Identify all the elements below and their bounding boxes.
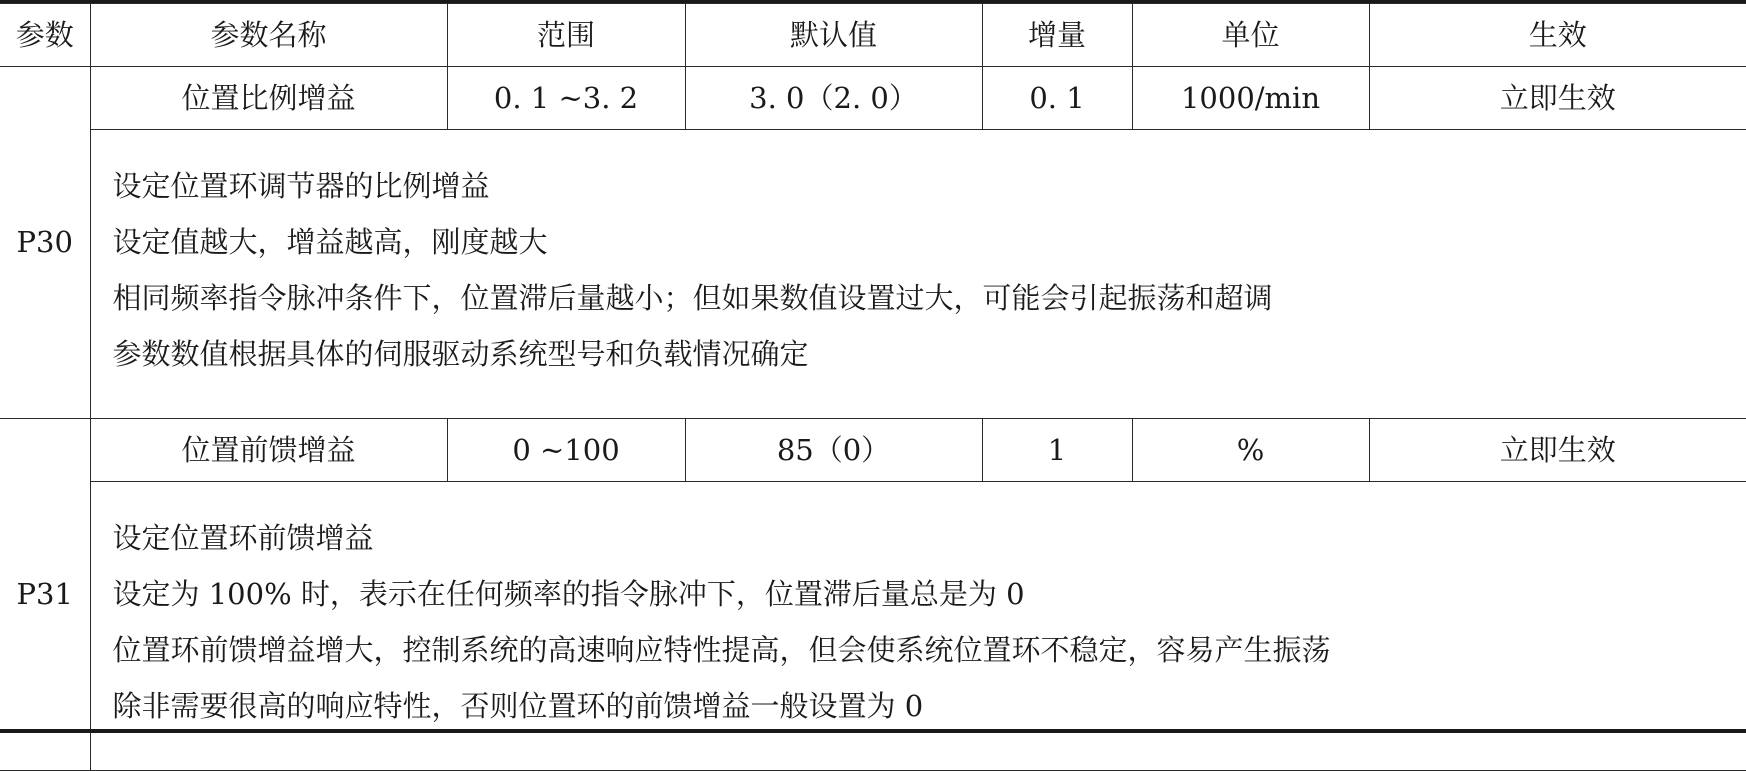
header-name: 参数名称 xyxy=(90,4,447,67)
header-default: 默认值 xyxy=(685,4,982,67)
header-effect: 生效 xyxy=(1369,4,1746,67)
p31-unit: % xyxy=(1132,419,1369,482)
p31-description-row xyxy=(0,482,1746,771)
p31-description xyxy=(90,482,1746,771)
p31-increment: 1 xyxy=(982,419,1132,482)
header-row xyxy=(0,4,1746,67)
p30-effect: 立即生效 xyxy=(1369,67,1746,130)
p30-unit: 1000/min xyxy=(1132,67,1369,130)
p30-range: 0. 1 ~3. 2 xyxy=(447,67,685,130)
header-param: 参数 xyxy=(0,4,90,67)
p31-desc-line-1: 设定位置环前馈增益 xyxy=(113,510,1746,566)
header-increment: 增量 xyxy=(982,4,1132,67)
p31-desc-line-3: 位置环前馈增益增大，控制系统的高速响应特性提高，但会使系统位置环不稳定，容易产生振荡 xyxy=(113,622,1746,678)
header-range: 范围 xyxy=(447,4,685,67)
p30-desc-line-2: 设定值越大，增益越高，刚度越大 xyxy=(113,214,1746,270)
p30-name: 位置比例增益 xyxy=(90,67,447,130)
p30-description xyxy=(90,130,1746,419)
p30-default: 3. 0（2. 0） xyxy=(685,67,982,130)
p31-effect: 立即生效 xyxy=(1369,419,1746,482)
p31-desc-line-2: 设定为 100% 时，表示在任何频率的指令脉冲下，位置滞后量总是为 0 xyxy=(113,566,1746,622)
p31-default: 85（0） xyxy=(685,419,982,482)
p30-values-row xyxy=(0,67,1746,130)
p31-id: P31 xyxy=(0,419,90,771)
p31-values-row xyxy=(0,419,1746,482)
header-unit: 单位 xyxy=(1132,4,1369,67)
p30-desc-line-4: 参数数值根据具体的伺服驱动系统型号和负载情况确定 xyxy=(113,326,1746,382)
p30-id: P30 xyxy=(0,67,90,419)
p30-desc-line-1: 设定位置环调节器的比例增益 xyxy=(113,158,1746,214)
p31-range: 0 ~100 xyxy=(447,419,685,482)
parameter-table xyxy=(0,3,1746,771)
p31-name: 位置前馈增益 xyxy=(90,419,447,482)
p30-increment: 0. 1 xyxy=(982,67,1132,130)
p30-description-row xyxy=(0,130,1746,419)
p30-desc-line-3: 相同频率指令脉冲条件下，位置滞后量越小；但如果数值设置过大，可能会引起振荡和超调 xyxy=(113,270,1746,326)
p31-desc-line-4: 除非需要很高的响应特性，否则位置环的前馈增益一般设置为 0 xyxy=(113,678,1746,734)
bottom-rule xyxy=(0,729,1746,733)
